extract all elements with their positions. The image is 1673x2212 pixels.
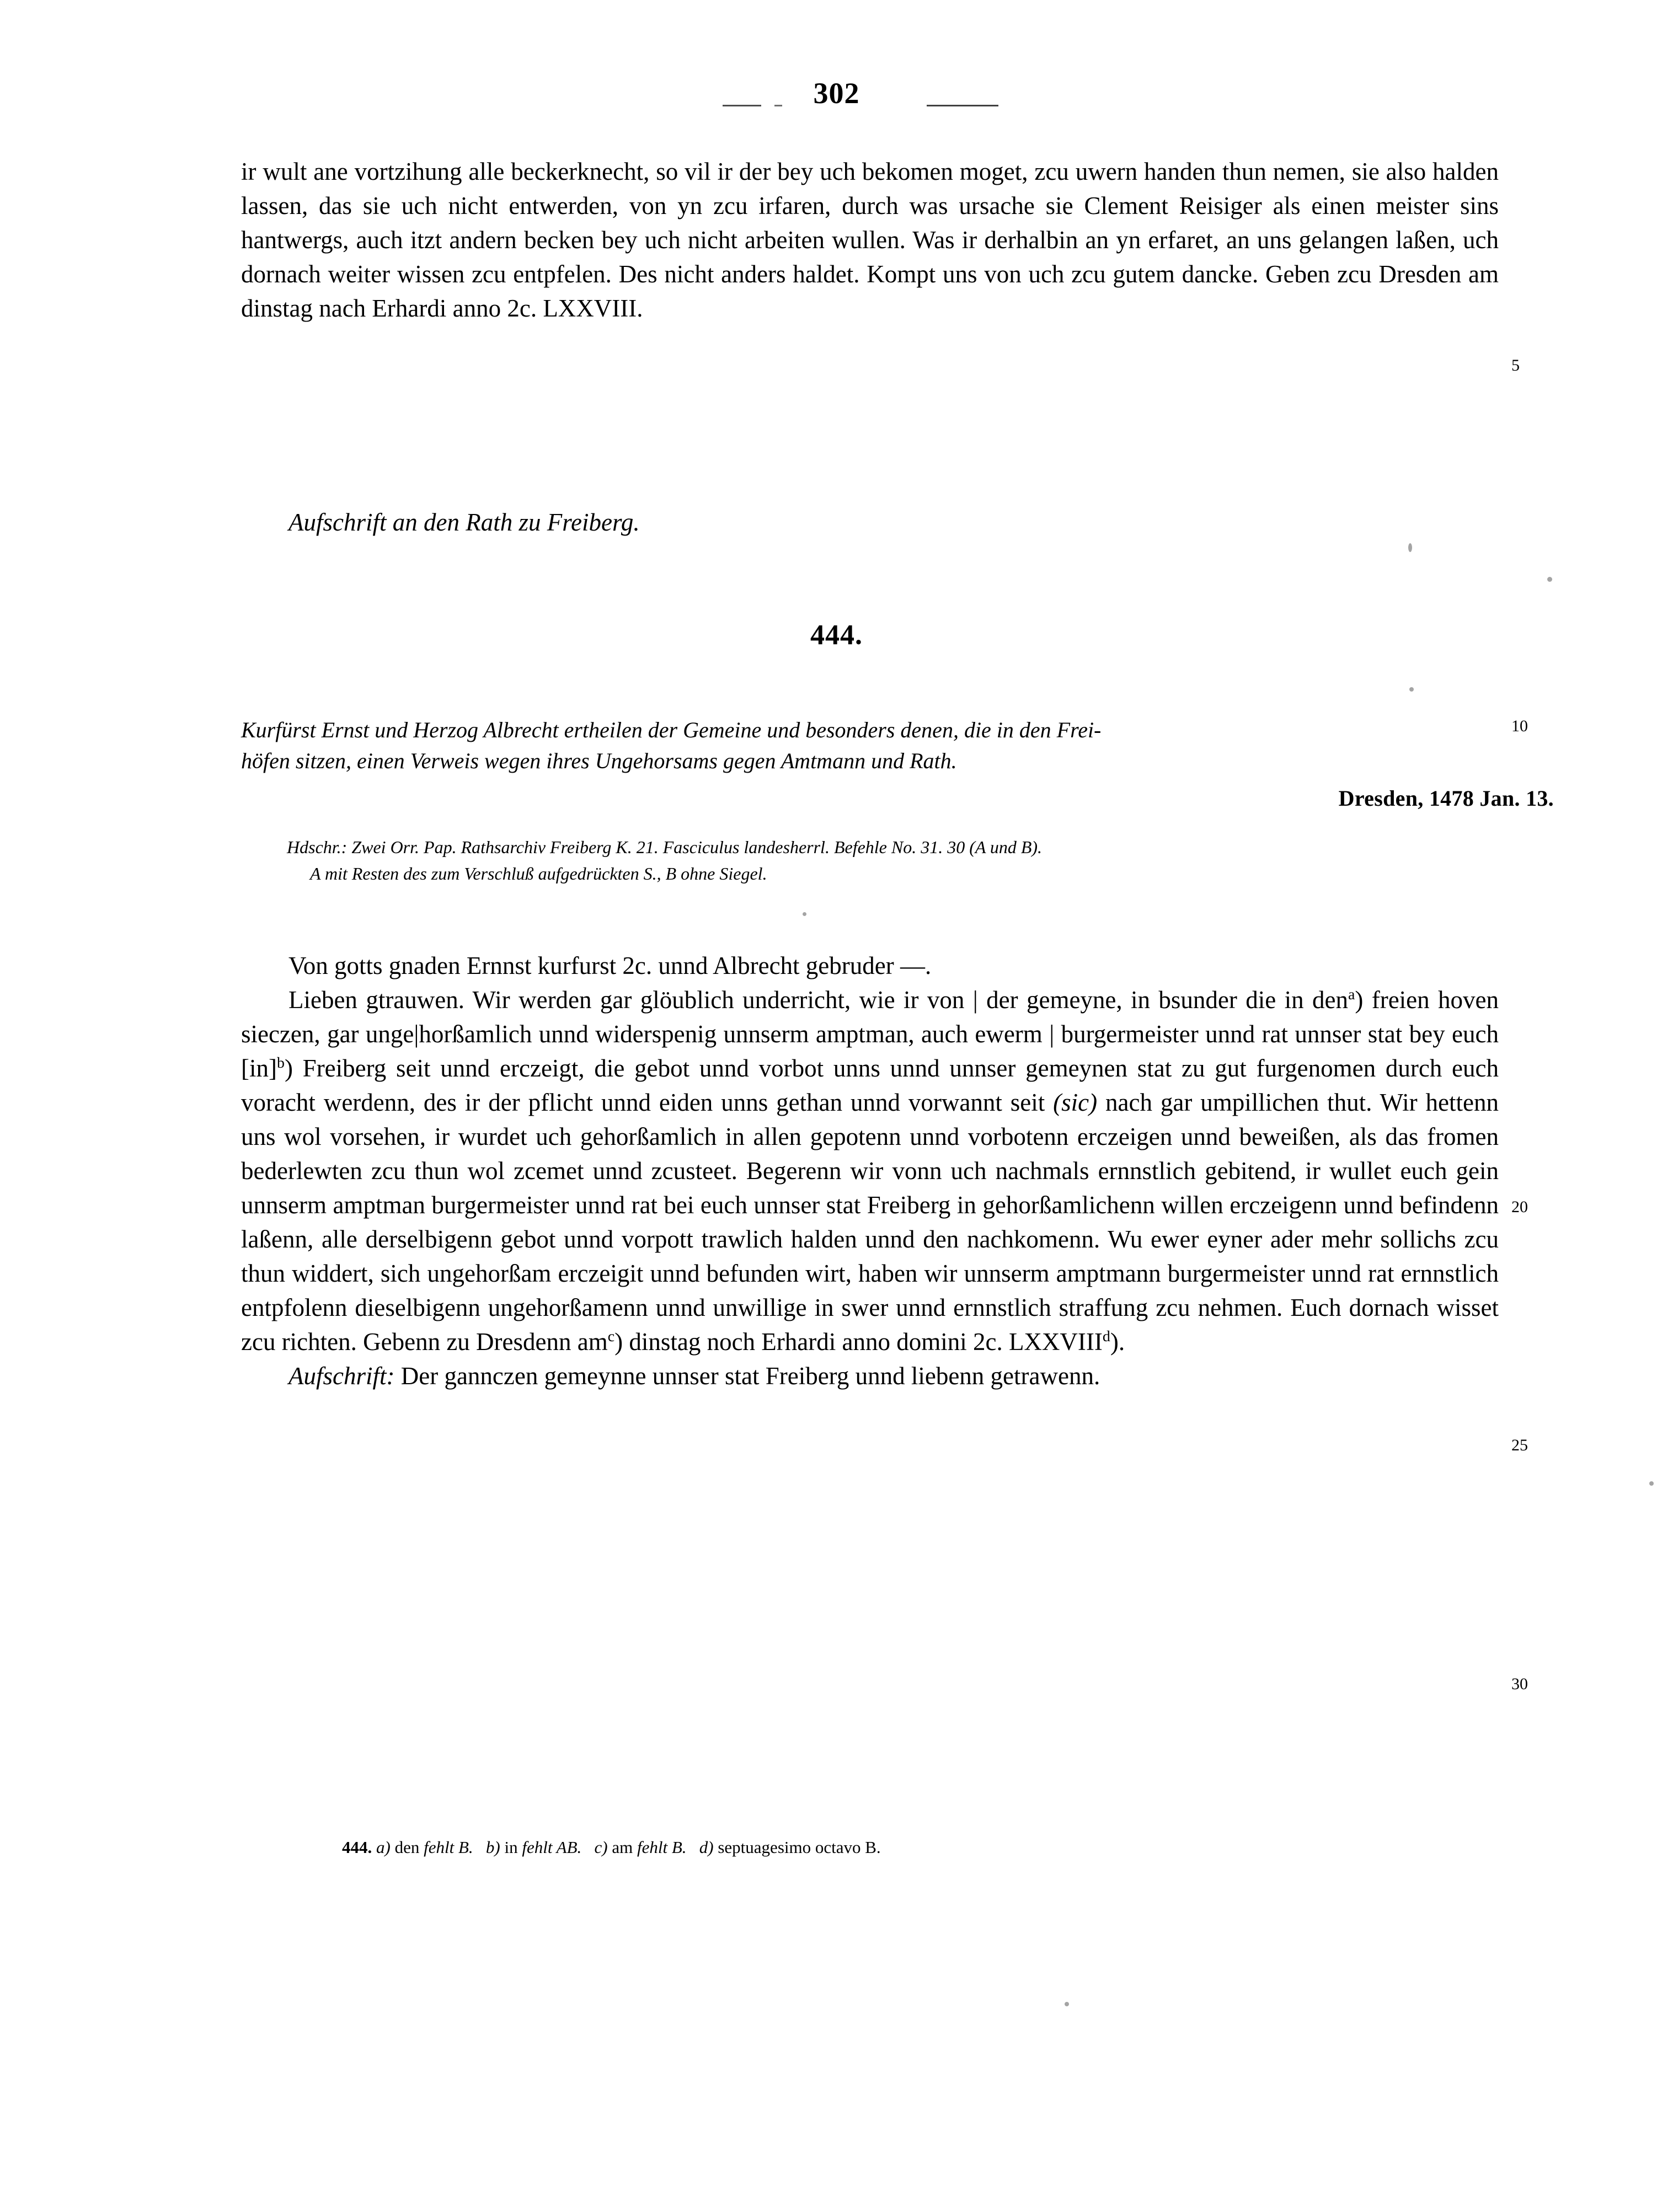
footnote-note: septuagesimo octavo B. — [718, 1838, 881, 1857]
provenance-line-1: Hdschr.: Zwei Orr. Pap. Rathsarchiv Freiberg K. 21. Fasciculus landesherrl. Befehle No. 31. 30 (A und B). — [287, 837, 1043, 857]
regest-line-1: Kurfürst Ernst und Herzog Albrecht ertheilen der Gemeine und besonders denen, die in den Frei- — [241, 717, 1102, 742]
body-segment-1: Lieben gtrauwen. Wir werden gar glöublich underricht, wie ir von | der gemeyne, in bsunder die in den — [288, 986, 1348, 1014]
line-number-20: 20 — [1511, 1198, 1528, 1216]
footnote-marker: a) — [376, 1838, 391, 1857]
footnote-note: fehlt B. — [424, 1838, 473, 1857]
footnote-marker-b: b — [276, 1054, 285, 1072]
scan-speck — [803, 912, 806, 916]
previous-address-line: Aufschrift an den Rath zu Freiberg. — [288, 508, 640, 536]
page-number: 302 — [813, 77, 860, 110]
sic-annotation: (sic) — [1053, 1089, 1098, 1116]
footnote-marker: b) — [485, 1838, 500, 1857]
scan-speck — [1065, 2002, 1069, 2006]
footnote-lemma: am — [612, 1838, 633, 1857]
address-text: Der gannczen gemeynne unnser stat Freiberg unnd liebenn getrawenn. — [400, 1362, 1100, 1390]
scan-speck — [1408, 543, 1412, 552]
footnote-item — [699, 1838, 881, 1857]
footnote-items — [376, 1838, 881, 1857]
head-rule-right — [927, 105, 998, 106]
document-provenance — [287, 834, 1517, 887]
body-segment-6: ). — [1110, 1328, 1125, 1356]
body-segment-2: ) freien hoven sieczen, gar unge|horßamlich unnd widerspenig unnserm amptman, auch ewerm | burgermeister unnd rat unnser stat bey euch [in] — [241, 986, 1499, 1082]
document-address — [241, 1359, 1499, 1393]
footnote-marker-a: a — [1348, 986, 1355, 1003]
provenance-line-2: A mit Resten des zum Verschluß aufgedrückten S., B ohne Siegel. — [310, 864, 767, 883]
line-number-5: 5 — [1511, 356, 1520, 374]
line-number-30: 30 — [1511, 1675, 1528, 1693]
footnote-note: fehlt AB. — [522, 1838, 582, 1857]
previous-document-paragraph: ir wult ane vortzihung alle beckerknecht, so vil ir der bey uch bekomen moget, zcu uwern handen thun nemen, sie also halden lassen, das sie uch nicht entwerden, von yn zcu irfaren, durch was ursache sie Clement Reisiger als einen meister sins hantwergs, auch itzt andern becken bey uch nicht arbeiten wullen. Was ir derhalbin an yn erfaret, an uns gelangen laßen, uch dornach weiter wissen zcu entpfelen. Des nicht anders haldet. Kompt uns von uch zcu gutem dancke. Geben zcu Dresden am dinstag nach Erhardi anno 2c. LXXVIII. — [241, 158, 1499, 322]
footnote-note: fehlt B. — [637, 1838, 687, 1857]
scan-speck — [1649, 1481, 1654, 1486]
footnote-reference: 444. — [342, 1838, 372, 1857]
document-regest — [241, 715, 1493, 776]
previous-document-body — [241, 154, 1499, 325]
scan-speck — [1547, 577, 1552, 582]
previous-document-address — [241, 483, 1499, 561]
line-number-10: 10 — [1511, 717, 1528, 735]
line-number-25: 25 — [1511, 1436, 1528, 1454]
footnote-lemma: den — [394, 1838, 420, 1857]
document-number-heading: 444. — [810, 619, 863, 651]
footnote-item — [595, 1838, 691, 1857]
regest-line-2: höfen sitzen, einen Verweis wegen ihres Ungehorsams gegen Amtmann und Rath. — [241, 748, 957, 773]
footnote-item — [486, 1838, 586, 1857]
address-text-spacer — [394, 1362, 400, 1390]
body-segment-3: ) Freiberg seit unnd erczeigt, die gebot unnd vorbot unns unnd unnser gemeynen stat zu gut furgenomen durch euch voracht werdenn, des ir der pflicht unnd eiden unns gethan unnd vorwannt seit — [241, 1054, 1499, 1116]
document-body-paragraph — [241, 983, 1499, 1359]
footnote-marker: d) — [699, 1838, 714, 1857]
document-body — [241, 949, 1499, 1393]
footnote-marker: c) — [594, 1838, 608, 1857]
document-dateline: Dresden, 1478 Jan. 13. — [1338, 786, 1554, 811]
body-segment-5: ) dinstag noch Erhardi anno domini 2c. LXXVIII — [614, 1328, 1103, 1356]
footnote-lemma: in — [504, 1838, 518, 1857]
address-label: Aufschrift: — [288, 1362, 395, 1390]
footnote-item — [376, 1838, 477, 1857]
footnote-marker-c: c — [607, 1328, 615, 1345]
footnote-apparatus — [342, 1835, 1500, 1860]
body-segment-4: nach gar umpillichen thut. Wir hettenn uns wol vorsehen, ir wurdet uch gehorßamlich in allen gepotenn unnd vorbotenn erczeigen unnd beweißen, als das fromen bederlewten zcu thun wol zcemet unnd zcusteet. Begerenn wir vonn uch nachmals ernnstlich gebitend, ir wullet euch gein unnserm amptman burgermeister unnd rat bei euch unnser stat Freiberg in gehorßamlichenn willen erczeigenn unnd befindenn laßenn, alle derselbigenn gebot unnd vorpott trawlich halden unnd den nachkomenn. Wu ewer eyner ader mehr sollichs zcu thun widdert, sich ungehorßam erczeigit unnd befunden wirt, haben wir unnserm amptmann burgermeister unnd rat ernnstlich entpfolenn dieselbigenn ungehorßamenn unnd unwillige in swer unnd ernnstlich straffung zcu nehmen. Euch dornach wisset zcu richten. Gebenn zu Dresdenn am — [241, 1089, 1499, 1356]
footnote-marker-d: d — [1102, 1328, 1110, 1345]
scan-speck — [1409, 687, 1414, 692]
document-intitulatio: Von gotts gnaden Ernnst kurfurst 2c. unnd Albrecht gebruder —. — [288, 952, 932, 979]
